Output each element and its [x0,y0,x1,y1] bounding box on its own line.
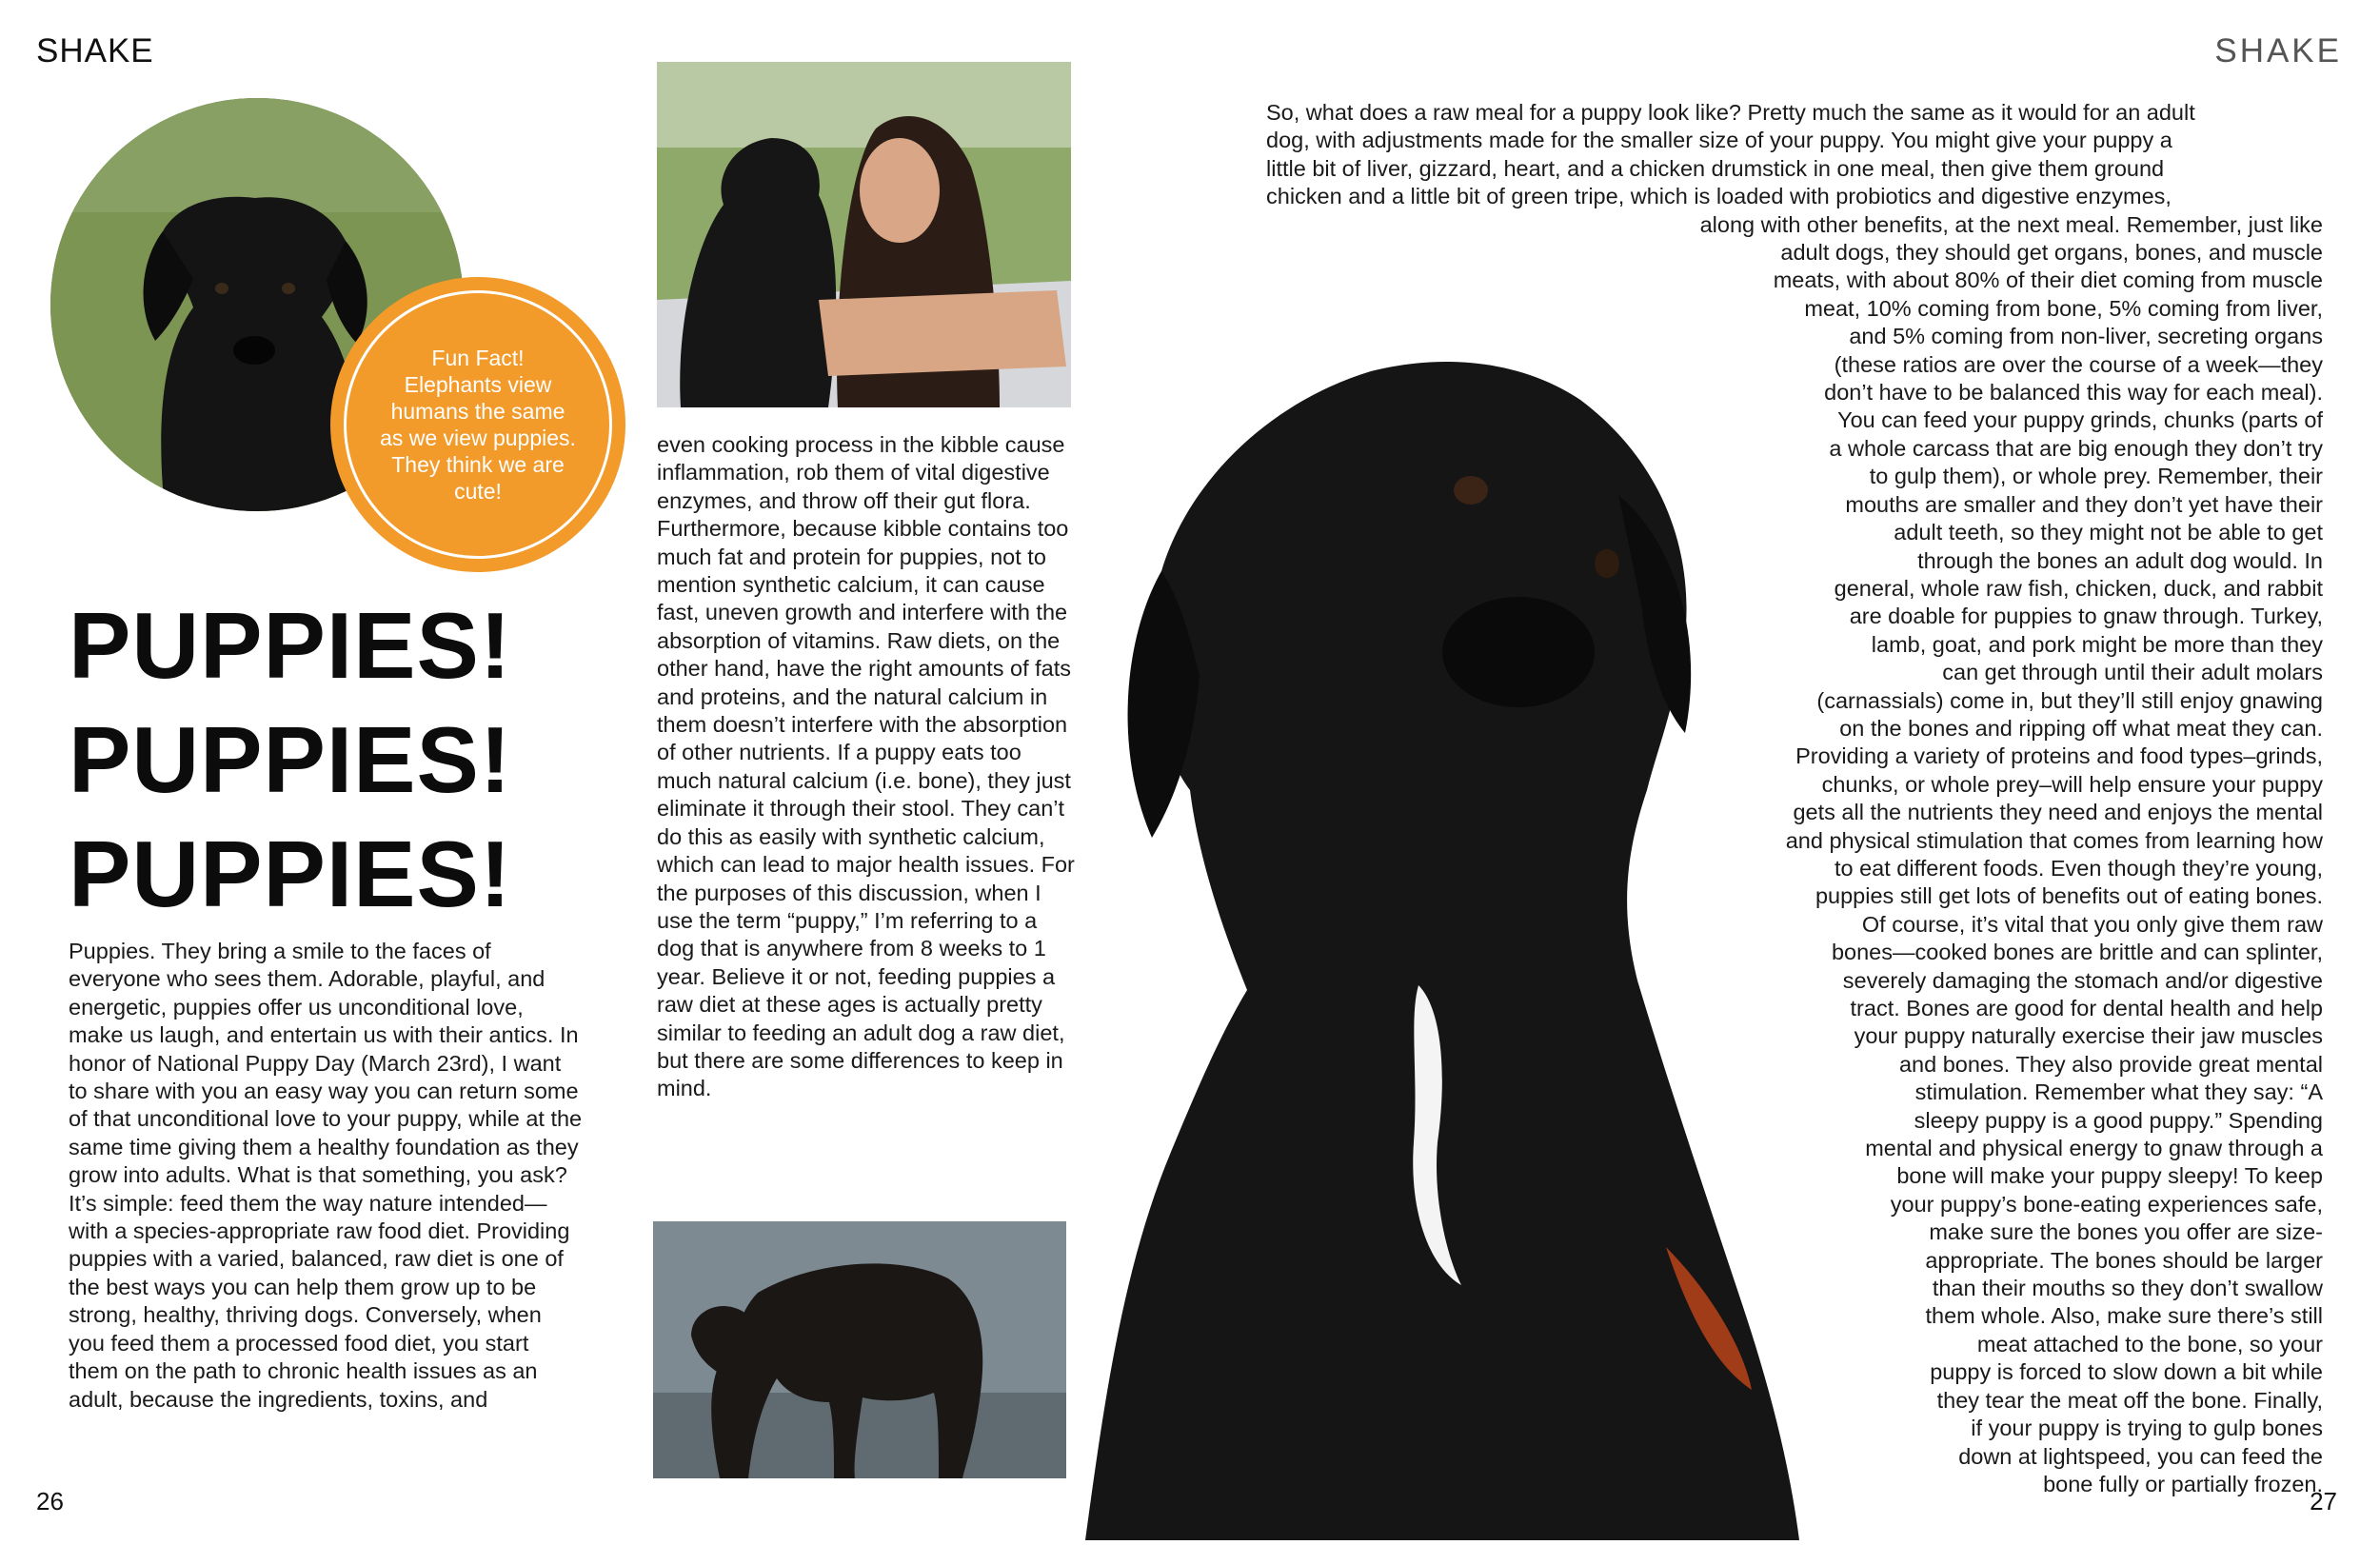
body-column-3-line: mouths are smaller and they don’t yet have their [1845,491,2323,517]
body-column-3-line: they tear the meat off the bone. Finally, [1936,1387,2323,1413]
body-column-3-line: through the bones an adult dog would. In [1917,547,2323,573]
page-number-left: 26 [36,1487,64,1515]
puppy-water-illustration [653,1221,1066,1478]
body-column-1: Puppies. They bring a smile to the faces of everyone who sees them. Adorable, playful, and energetic, puppies offer us unconditional love, make us laugh, and entertain us with their antics. In honor of National Puppy Day (March 23rd), I want to share with you an easy way you can return some of that unconditional love to your puppy, while at the same time giving them a healthy foundation as they grow into adults. What is that something, you ask? It’s simple: feed them the way nature intended—with a species-appropriate raw food diet. Providing puppies with a varied, balanced, raw diet is one of the best ways you can help them grow up to be strong, healthy, thriving dogs. Conversely, when you feed them a processed food diet, you start them on the path to chronic health issues as an adult, because the ingredients, toxins, and [69,939,583,1412]
body-column-3-line: (these ratios are over the course of a week—they [1834,351,2323,377]
body-column-3-line: a whole carcass that are big enough they don’t try [1829,435,2323,461]
body-column-3-line: puppies still get lots of benefits out of eating bones. [1815,883,2323,909]
body-column-3-line: bones—cooked bones are brittle and can splinter, [1831,940,2323,965]
body-column-3-line: little bit of liver, gizzard, heart, and a chicken drumstick in one meal, then give them ground [1266,155,2165,181]
body-column-3-line: severely damaging the stomach and/or digestive [1842,967,2323,993]
body-column-3-line: your puppy naturally exercise their jaw muscles [1854,1023,2323,1049]
body-column-3-line: adult dogs, they should get organs, bones, and muscle [1780,240,2323,266]
body-column-3-line: to eat different foods. Even though they’re young, [1834,855,2323,881]
body-column-3-line: stimulation. Remember what they say: “A [1914,1080,2323,1105]
body-column-3-line: gets all the nutrients they need and enjoys the mental [1793,800,2323,825]
body-column-3-line: adult teeth, so they might not be able to get [1894,520,2323,545]
body-column-3-line: tract. Bones are good for dental health and help [1850,996,2323,1020]
body-column-3-line: on the bones and ripping off what meat they can. [1839,715,2323,741]
body-column-3-line: meat, 10% coming from bone, 5% coming from liver, [1804,295,2323,321]
body-column-3-line: lamb, goat, and pork might be more than they [1871,631,2323,657]
body-column-3-line: are doable for puppies to gnaw through. Turkey, [1849,604,2323,629]
body-column-3-line: meat attached to the bone, so your [1976,1331,2323,1357]
body-column-3-line: can get through until their adult molars [1942,660,2323,685]
body-column-3-line: along with other benefits, at the next meal. Remember, just like [1699,211,2323,237]
magazine-name-left: SHAKE [36,32,154,69]
woman-puppy-illustration [657,62,1071,407]
body-column-3-line: them whole. Also, make sure there’s still [1925,1303,2323,1329]
body-column-3-line: puppy is forced to slow down a bit while [1930,1359,2323,1385]
body-column-3 [1266,99,2323,1498]
body-column-3-line: You can feed your puppy grinds, chunks (parts of [1837,407,2323,433]
body-column-3-line: Providing a variety of proteins and food types–grinds, [1795,743,2323,769]
body-column-3-line: chicken and a little bit of green tripe, which is loaded with probiotics and digestive enzymes, [1266,184,2172,209]
body-column-3-line: sleepy puppy is a good puppy.” Spending [1914,1107,2323,1133]
body-column-3-line: your puppy’s bone-eating experiences safe, [1890,1191,2323,1217]
woman-with-puppy-photo [657,62,1071,407]
fun-fact-text: Fun Fact! Elephants view humans the same as we view puppies. They think we are cute! [380,346,576,504]
body-column-3-line: So, what does a raw meal for a puppy look like? Pretty much the same as it would for an adult [1266,100,2195,125]
body-column-2: even cooking process in the kibble cause inflammation, rob them of vital digestive enzymes, and throw off their gut flora. Furthermore, because kibble contains too much fat and protein for puppies, not to mention synthetic calcium, it can cause fast, uneven growth and interfere with the absorption of vitamins. Raw diets, on the other hand, have the right amounts of fats and proteins, and the natural calcium in them doesn’t interfere with the absorption of other nutrients. If a puppy eats too much natural calcium (i.e. bone), they just eliminate it through their stool. They can’t do this as easily with synthetic calcium, which can lead to major health issues. For the purposes of this discussion, when I use the term “puppy,” I’m referring to a dog that is anywhere from 8 weeks to 1 year. Believe it or not, feeding puppies a raw diet at these ages is actually pretty similar to feeding an adult dog a raw diet, but there are some differences to keep in mind. [657,432,1075,1101]
body-column-3-line: chunks, or whole prey–will help ensure your puppy [1821,771,2323,797]
body-column-3-line: to gulp them), or whole prey. Remember, their [1869,464,2323,489]
body-column-3-line: and 5% coming from non-liver, secreting organs [1849,324,2323,349]
body-column-3-line: don’t have to be balanced this way for each meal). [1824,380,2323,406]
body-column-3-line: (carnassials) come in, but they’ll still enjoy gnawing [1816,687,2323,713]
fun-fact-badge [330,277,625,572]
body-column-3-line: meats, with about 80% of their diet coming from muscle [1773,267,2323,293]
body-column-3-line: dog, with adjustments made for the smaller size of your puppy. You might give your puppy a [1266,128,2172,153]
body-column-3-line: make sure the bones you offer are size- [1929,1219,2323,1245]
body-column-3-line: and physical stimulation that comes from learning how [1785,827,2323,853]
magazine-name-right: SHAKE [2214,32,2342,69]
body-column-3-line: general, whole raw fish, chicken, duck, and rabbit [1834,575,2323,601]
body-column-3-line: if your puppy is trying to gulp bones [1971,1416,2323,1441]
article-title: PUPPIES! PUPPIES! PUPPIES! [69,593,512,926]
body-column-3-line: and bones. They also provide great mental [1898,1051,2323,1077]
page-number-right: 27 [2310,1487,2337,1515]
body-column-3-line: than their mouths so they don’t swallow [1932,1276,2323,1301]
body-column-3-line: bone will make your puppy sleepy! To keep [1896,1163,2323,1189]
body-column-3-line: Of course, it’s vital that you only give them raw [1861,911,2323,937]
body-column-3-line: appropriate. The bones should be larger [1925,1247,2323,1273]
body-column-3-line: down at lightspeed, you can feed the [1958,1443,2323,1469]
body-column-3-line: mental and physical energy to gnaw through a [1865,1136,2323,1161]
body-column-3-line: bone fully or partially frozen. [2043,1471,2323,1496]
puppy-in-water-photo [653,1221,1066,1478]
